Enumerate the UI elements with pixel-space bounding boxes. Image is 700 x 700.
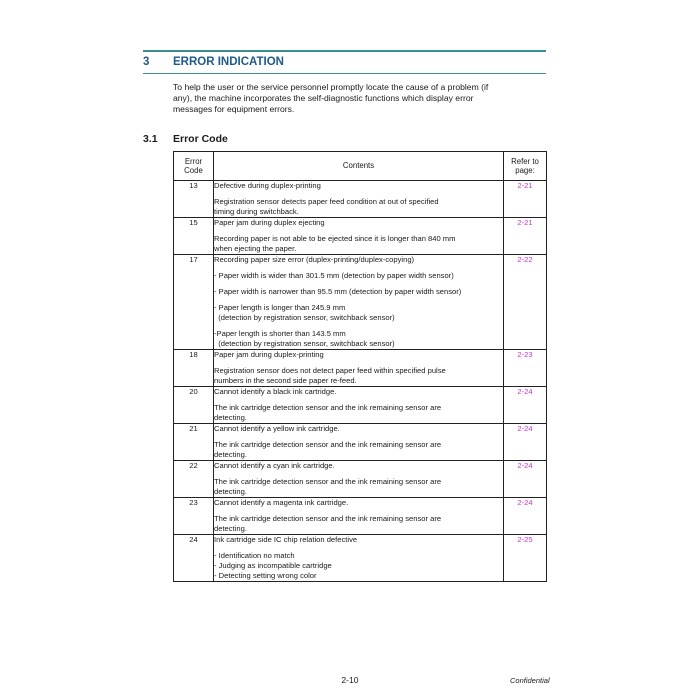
error-code-cell: 17	[174, 255, 214, 350]
error-detail-line: - Detecting setting wrong color	[214, 571, 317, 580]
subsection-number: 3.1	[143, 133, 158, 145]
error-detail-line: (detection by registration sensor, switchback sensor)	[214, 339, 395, 348]
error-description: Cannot identify a magenta ink cartridge.	[214, 498, 349, 507]
table-row	[174, 498, 547, 535]
error-code-cell: 13	[174, 181, 214, 218]
refer-page-link[interactable]: 2-24	[504, 498, 547, 535]
error-code-table	[173, 151, 547, 582]
error-detail-line: - Paper width is wider than 301.5 mm (detection by paper width sensor)	[214, 271, 454, 280]
error-detail-line: detecting.	[214, 413, 247, 422]
header-code-line: Error	[184, 156, 203, 166]
error-detail-line: detecting.	[214, 450, 247, 459]
error-detail-line: - Paper width is narrower than 95.5 mm (detection by paper width sensor)	[214, 287, 462, 296]
refer-page-link[interactable]: 2-21	[504, 181, 547, 218]
error-detail-line: The ink cartridge detection sensor and the ink remaining sensor are	[214, 403, 442, 412]
section-bottom-rule	[143, 73, 546, 74]
error-detail-line: - Judging as incompatible cartridge	[214, 561, 332, 570]
intro-line: any), the machine incorporates the self-diagnostic functions which display error	[173, 93, 474, 103]
error-detail-line: - Paper length is longer than 245.9 mm	[214, 303, 346, 312]
error-detail-line: The ink cartridge detection sensor and the ink remaining sensor are	[214, 440, 442, 449]
error-detail-line: Registration sensor does not detect paper feed within specified pulse	[214, 366, 446, 375]
error-code-cell: 18	[174, 350, 214, 387]
table-row	[174, 350, 547, 387]
refer-page-link[interactable]: 2-21	[504, 218, 547, 255]
section-top-rule	[143, 50, 546, 52]
refer-page-link[interactable]: 2-24	[504, 424, 547, 461]
contents-cell	[214, 181, 504, 218]
error-code-cell: 15	[174, 218, 214, 255]
table-row	[174, 387, 547, 424]
refer-page-link[interactable]: 2-25	[504, 535, 547, 582]
error-description: Paper jam during duplex ejecting	[214, 218, 325, 227]
header-error-code	[174, 152, 214, 181]
error-detail-line: Recording paper is not able to be ejected since it is longer than 840 mm	[214, 234, 456, 243]
table-body	[174, 181, 547, 582]
error-detail-line: -Paper length is shorter than 143.5 mm	[214, 329, 346, 338]
table-row	[174, 181, 547, 218]
error-description: Cannot identify a yellow ink cartridge.	[214, 424, 340, 433]
error-description: Ink cartridge side IC chip relation defective	[214, 535, 358, 544]
error-detail-line: detecting.	[214, 524, 247, 533]
error-detail-line: when ejecting the paper.	[214, 244, 297, 253]
error-detail-line: (detection by registration sensor, switchback sensor)	[214, 313, 395, 322]
contents-cell	[214, 424, 504, 461]
error-code-cell: 21	[174, 424, 214, 461]
section-title: ERROR INDICATION	[173, 56, 284, 68]
header-page-line: page:	[515, 166, 535, 175]
refer-page-link[interactable]: 2-24	[504, 461, 547, 498]
error-description: Defective during duplex-printing	[214, 181, 321, 190]
contents-cell	[214, 255, 504, 350]
refer-page-link[interactable]: 2-22	[504, 255, 547, 350]
contents-cell	[214, 350, 504, 387]
header-contents: Contents	[214, 152, 504, 181]
error-code-cell: 24	[174, 535, 214, 582]
table-row	[174, 535, 547, 582]
table-row	[174, 255, 547, 350]
page-number: 2-10	[341, 675, 359, 685]
subsection-title: Error Code	[173, 133, 228, 145]
error-description: Paper jam during duplex-printing	[214, 350, 324, 359]
table-row	[174, 424, 547, 461]
contents-cell	[214, 387, 504, 424]
intro-line: messages for equipment errors.	[173, 104, 295, 114]
table-row	[174, 461, 547, 498]
table-row	[174, 218, 547, 255]
error-detail-line: - Identification no match	[214, 551, 295, 560]
error-detail-line: The ink cartridge detection sensor and the ink remaining sensor are	[214, 514, 442, 523]
error-detail-line: The ink cartridge detection sensor and the ink remaining sensor are	[214, 477, 442, 486]
intro-paragraph	[173, 82, 545, 115]
error-detail-line: numbers in the second side paper re-feed.	[214, 376, 357, 385]
contents-cell	[214, 535, 504, 582]
contents-cell	[214, 461, 504, 498]
error-description: Cannot identify a black ink cartridge.	[214, 387, 337, 396]
error-detail-line: timing during switchback.	[214, 207, 299, 216]
error-detail-line: Registration sensor detects paper feed condition at out of specified	[214, 197, 439, 206]
table-header-row	[174, 152, 547, 181]
error-code-cell: 23	[174, 498, 214, 535]
header-page-line: Refer to	[511, 156, 539, 166]
contents-cell	[214, 218, 504, 255]
header-code-line: Code	[184, 166, 203, 175]
error-description: Recording paper size error (duplex-printing/duplex-copying)	[214, 255, 415, 264]
error-detail-line: detecting.	[214, 487, 247, 496]
contents-cell	[214, 498, 504, 535]
refer-page-link[interactable]: 2-24	[504, 387, 547, 424]
header-refer-page	[504, 152, 547, 181]
section-number: 3	[143, 56, 150, 68]
refer-page-link[interactable]: 2-23	[504, 350, 547, 387]
error-description: Cannot identify a cyan ink cartridge.	[214, 461, 335, 470]
intro-line: To help the user or the service personnel promptly locate the cause of a problem (if	[173, 82, 489, 92]
error-code-cell: 22	[174, 461, 214, 498]
confidential-label: Confidential	[510, 676, 550, 685]
error-code-cell: 20	[174, 387, 214, 424]
